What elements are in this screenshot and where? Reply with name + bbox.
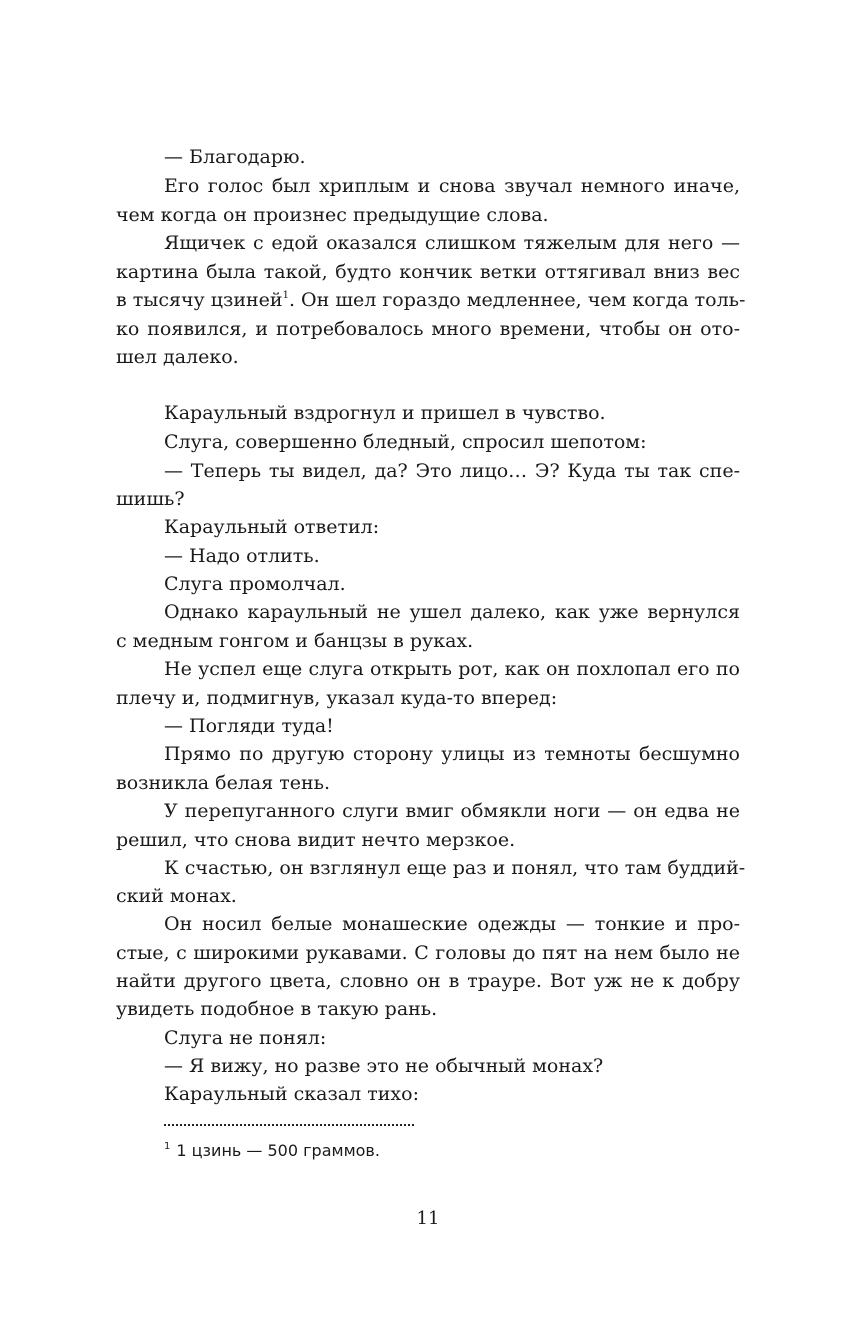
text-line: Не успел еще слуга открыть рот, как он похлопал его по	[164, 658, 740, 680]
text-line: — Надо отлить.	[164, 545, 320, 567]
text-line: У перепуганного слуги вмиг обмякли ноги — он едва не	[164, 800, 740, 822]
text-line: шел далеко.	[116, 346, 239, 368]
text-line: ко появился, и потребовалось много времени, чтобы он ото-	[116, 318, 740, 340]
text-line: Ящичек с едой оказался слишком тяжелым для него —	[164, 232, 740, 254]
text-line: картина была такой, будто кончик ветки оттягивал вниз вес	[116, 261, 740, 283]
footnote-mark: 1	[164, 1140, 171, 1152]
text-line	[116, 285, 746, 315]
text-line: стые, с широкими рукавами. С головы до пят на нем было не	[116, 942, 740, 964]
text-line: Слуга не понял:	[164, 1027, 327, 1049]
footnote	[164, 1138, 380, 1164]
text-line: возникла белая тень.	[116, 772, 331, 794]
text-line: увидеть подобное в такую рань.	[116, 998, 438, 1020]
text-line: К счастью, он взглянул еще раз и понял, что там буддий-	[164, 857, 746, 879]
text-line: Слуга, совершенно бледный, спросил шепотом:	[164, 431, 647, 453]
text-line: Караульный ответил:	[164, 516, 380, 538]
text-line: Караульный сказал тихо:	[164, 1083, 419, 1105]
text-line: Он носил белые монашеские одежды — тонкие и про-	[164, 913, 740, 935]
text-line: Его голос был хриплым и снова звучал немного иначе,	[164, 175, 740, 197]
text-line: плечу и, подмигнув, указал куда-то вперед:	[116, 687, 558, 709]
text-line: шишь?	[116, 488, 185, 510]
text-run: . Он шел гораздо медленнее, чем когда толь-	[288, 289, 746, 311]
text-line: чем когда он произнес предыдущие слова.	[116, 204, 549, 226]
text-run: в тысячу цзиней	[116, 289, 283, 311]
text-line: Караульный вздрогнул и пришел в чувство.	[164, 402, 606, 424]
text-line: найти другого цвета, словно он в трауре. Вот уж не к добру	[116, 970, 740, 992]
text-line: — Благодарю.	[164, 146, 306, 168]
text-line: с медным гонгом и банцзы в руках.	[116, 630, 474, 652]
text-line: Слуга промолчал.	[164, 573, 346, 595]
text-line: — Теперь ты видел, да? Это лицо… Э? Куда ты так спе-	[164, 460, 740, 482]
text-line: — Я вижу, но разве это не обычный монах?	[164, 1055, 604, 1077]
text-line: ский монах.	[116, 885, 237, 907]
footnote-separator	[164, 1124, 414, 1126]
footnote-reference[interactable]: 1	[282, 289, 289, 301]
text-line: Однако караульный не ушел далеко, как уже вернулся	[164, 601, 740, 623]
footnote-text: 1 цзинь — 500 граммов.	[176, 1141, 380, 1160]
text-line: — Погляди туда!	[164, 715, 334, 737]
text-line: решил, что снова видит нечто мерзкое.	[116, 829, 516, 851]
text-line: Прямо по другую сторону улицы из темноты бесшумно	[164, 743, 740, 765]
page-number: 11	[416, 1208, 440, 1229]
